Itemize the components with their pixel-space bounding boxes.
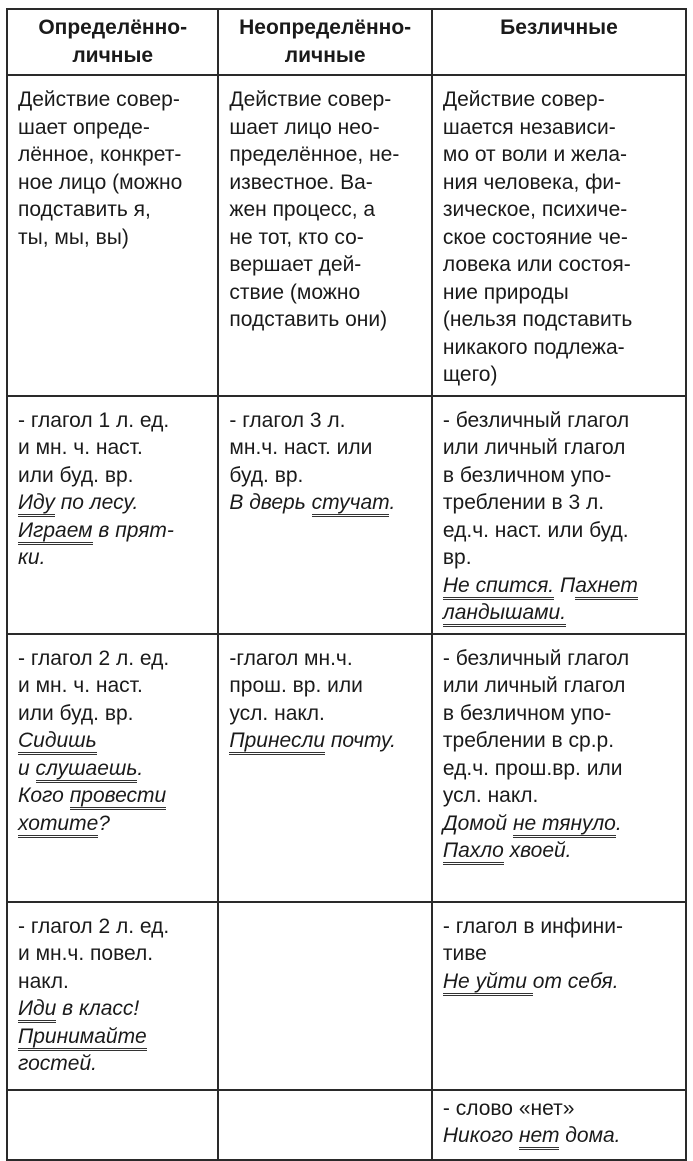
predicate-underline: Не спится. (443, 574, 554, 600)
predicate-underline: Иду (18, 491, 55, 517)
predicate-underline: Принимайте (18, 1025, 147, 1051)
header-text: личные (284, 44, 366, 67)
cell-line: зическое, психиче- (442, 198, 628, 221)
predicate-underline: хотите (18, 812, 98, 838)
table-row (7, 75, 686, 396)
cell-line: щего) (442, 363, 498, 386)
cell-line: не тот, кто со- (229, 225, 364, 249)
table-cell (432, 396, 686, 634)
table-cell (218, 634, 431, 902)
example-line (18, 1023, 207, 1051)
cell-line: подставить я, (18, 198, 151, 221)
cell-line: и мн.ч. повел. (18, 942, 154, 965)
cell-line: треблении в ср.р. (442, 729, 615, 752)
header-text: Неопределённо- (239, 16, 412, 39)
cell-line: ед.ч. прош.вр. или (442, 756, 623, 780)
cell-line: в безличном упо- (442, 463, 612, 487)
sentence-types-table (6, 8, 687, 1161)
example-line: Никого нет дома. (443, 1122, 675, 1150)
cell-line: - слово «нет» (442, 1096, 575, 1120)
header-row (7, 9, 686, 75)
cell-line: - глагол 2 л. ед. (18, 646, 170, 670)
example-line: Пахло хвоей. (443, 837, 675, 865)
cell-line: или буд. вр. (18, 701, 134, 725)
cell-line: - глагол 3 л. (229, 408, 346, 432)
predicate-underline: Не уйти (443, 970, 533, 996)
cell-line: пределённое, не- (229, 143, 400, 166)
cell-line: или буд. вр. (18, 463, 134, 487)
cell-line: - глагол 2 л. ед. (18, 914, 170, 938)
predicate-underline: ахнет (575, 574, 638, 600)
cell-line: ствие (можно (229, 280, 361, 304)
cell-line: шает лицо нео- (229, 115, 380, 139)
header-impersonal (432, 9, 686, 75)
table-cell (7, 396, 218, 634)
table-row (7, 902, 686, 1090)
cell-line: ское состояние че- (442, 225, 628, 249)
header-definite-personal (7, 9, 218, 75)
example-line: Иди в класс! (18, 995, 207, 1023)
predicate-underline: Играем (18, 519, 93, 545)
predicate-underline: нет (519, 1124, 560, 1150)
table-row (7, 1090, 686, 1160)
table-cell (218, 902, 431, 1090)
example-line: Иду по лесу. (18, 489, 207, 517)
cell-line: ловека или состоя- (442, 253, 631, 276)
example-line: Не уйти от себя. (443, 968, 675, 996)
cell-line: шается независи- (442, 115, 616, 139)
cell-line: накл. (18, 969, 69, 993)
cell-line: мн.ч. наст. или (229, 436, 373, 459)
example-line: ки. (18, 546, 46, 569)
cell-line: Действие совер- (229, 88, 392, 111)
cell-line: ное лицо (можно (18, 170, 183, 194)
cell-line: ед.ч. наст. или буд. (442, 518, 629, 542)
predicate-underline: ландышами. (443, 601, 566, 627)
cell-line: ние природы (442, 280, 569, 304)
example-line: Домой не тянуло. (443, 810, 675, 838)
cell-line: - глагол 1 л. ед. (18, 408, 170, 432)
cell-line: усл. накл. (229, 701, 325, 725)
cell-line: и мн. ч. наст. (18, 436, 143, 459)
cell-line: -глагол мн.ч. (229, 646, 353, 670)
cell-line: или личный глагол (442, 674, 626, 697)
table-cell (7, 1090, 218, 1160)
table-row (7, 396, 686, 634)
predicate-underline: Иди (18, 997, 56, 1023)
table-cell (432, 1090, 686, 1160)
cell-line: и мн. ч. наст. (18, 674, 143, 697)
table-cell (7, 902, 218, 1090)
cell-line: буд. вр. (229, 463, 304, 487)
table-cell (432, 75, 686, 396)
cell-line: ния человека, фи- (442, 170, 622, 194)
header-text: Определённо- (38, 16, 188, 39)
predicate-underline: Сидишь (18, 729, 97, 755)
header-text: Безличные (500, 16, 618, 39)
cell-line: известное. Ва- (229, 170, 373, 194)
predicate-underline: Принесли (229, 729, 325, 755)
cell-line: никакого подлежа- (442, 335, 625, 359)
predicate-underline: не тянуло (513, 812, 616, 838)
example-line: гостей. (18, 1052, 97, 1075)
cell-line: мо от воли и жела- (442, 143, 627, 166)
cell-line: Действие совер- (442, 88, 605, 111)
cell-line: лённое, конкрет- (18, 143, 182, 166)
cell-line: (нельзя подставить (442, 308, 633, 331)
cell-line: подставить они) (229, 308, 388, 331)
cell-line: - безличный глагол (442, 646, 630, 670)
cell-line: ты, мы, вы) (18, 225, 129, 249)
cell-line: жен процесс, а (229, 198, 376, 221)
cell-line: прош. вр. или (229, 674, 363, 697)
example-line (443, 599, 675, 627)
cell-line: шает опреде- (18, 115, 150, 139)
table-cell (218, 396, 431, 634)
table-cell (432, 634, 686, 902)
cell-line: усл. накл. (442, 784, 539, 807)
cell-line: вершает дей- (229, 253, 362, 276)
table-cell (7, 634, 218, 902)
example-line: Играем в прят- (18, 517, 207, 545)
cell-line: - безличный глагол (442, 408, 630, 432)
cell-line: вр. (442, 546, 472, 569)
predicate-underline: Пахло (443, 839, 504, 865)
example-line: и слушаешь. (18, 755, 207, 783)
header-text: личные (72, 44, 154, 67)
cell-line: в безличном упо- (442, 701, 612, 725)
example-line: хотите? (18, 810, 207, 838)
predicate-underline: провести (70, 784, 167, 810)
example-line: Не спится. Пахнет (443, 572, 675, 600)
cell-line: тиве (442, 942, 487, 965)
table-cell (432, 902, 686, 1090)
table-cell (7, 75, 218, 396)
example-line: Принесли почту. (229, 727, 420, 755)
example-line: Кого провести (18, 782, 207, 810)
table-cell (218, 75, 431, 396)
table-cell (218, 1090, 431, 1160)
cell-line: Действие совер- (18, 88, 180, 111)
predicate-underline: стучат (312, 491, 390, 517)
cell-line: или личный глагол (442, 436, 626, 459)
cell-line: - глагол в инфини- (442, 914, 624, 938)
example-line: В дверь стучат. (229, 489, 420, 517)
header-indefinite-personal (218, 9, 431, 75)
predicate-underline: слушаешь (36, 757, 138, 783)
cell-line: треблении в 3 л. (442, 491, 605, 514)
example-line (18, 727, 207, 755)
table-row (7, 634, 686, 902)
